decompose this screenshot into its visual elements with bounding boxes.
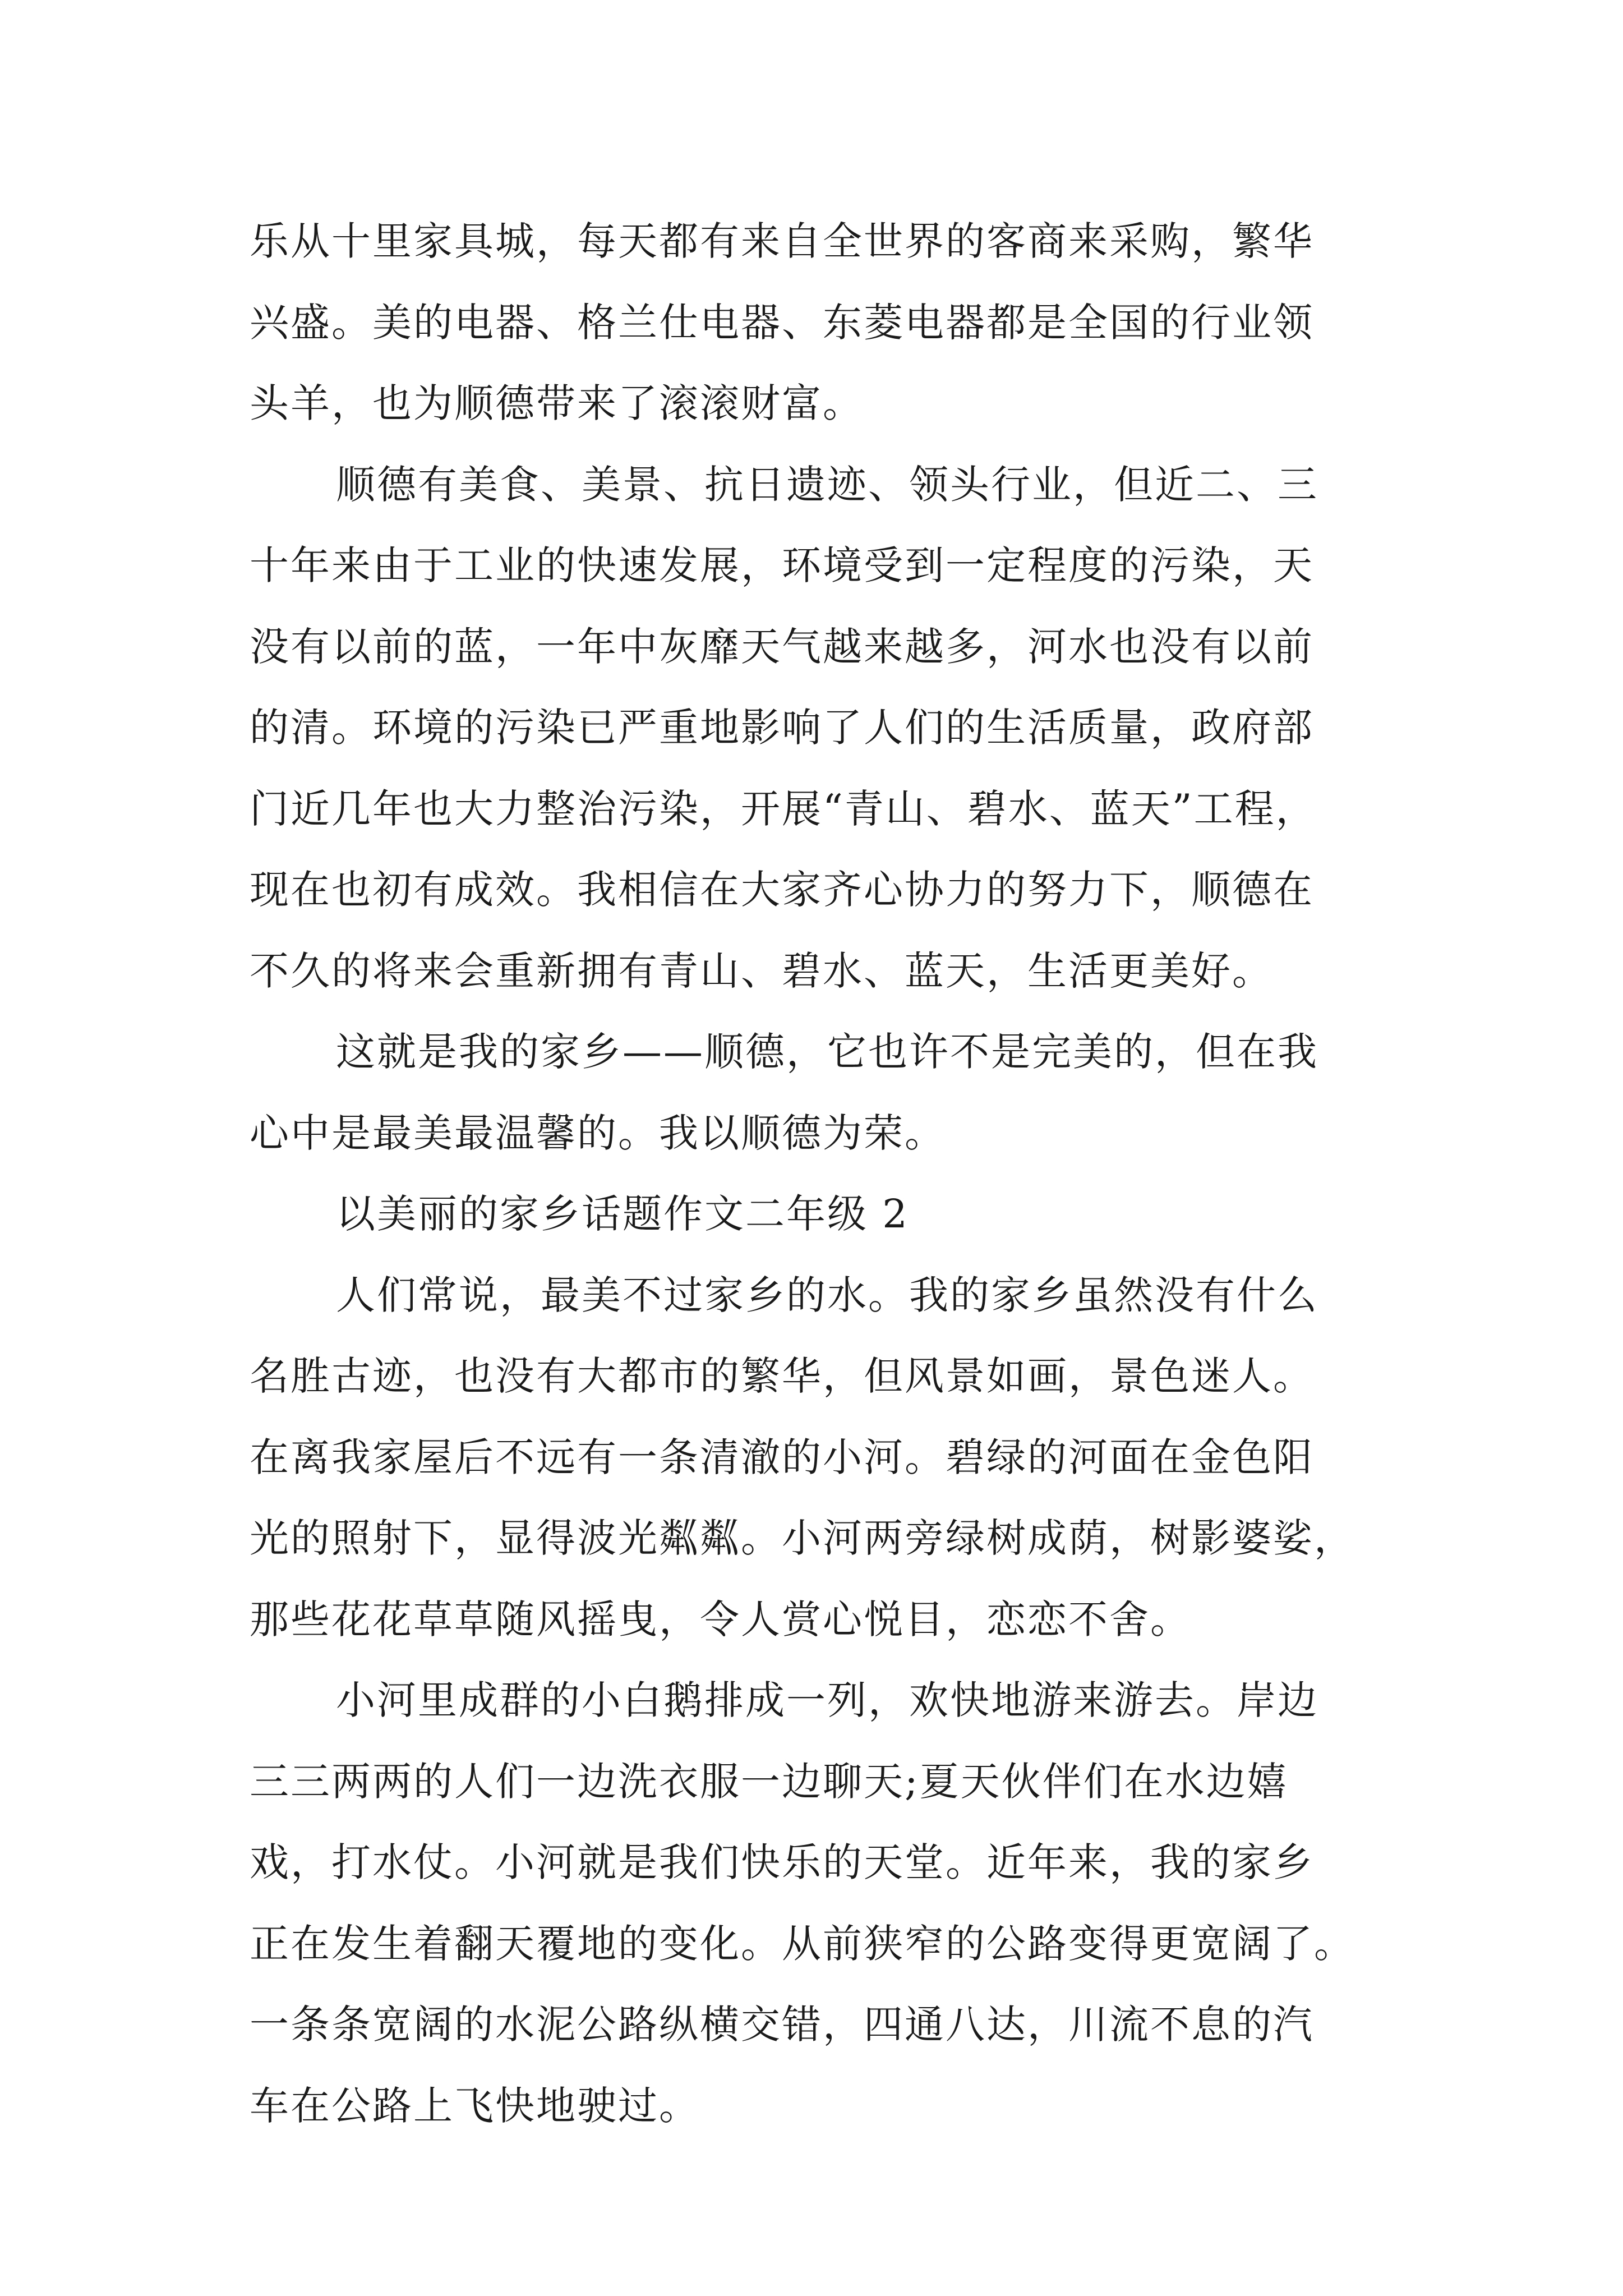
paragraph-line: 光的照射下，显得波光粼粼。小河两旁绿树成荫，树影婆娑， [250,1515,1355,1561]
paragraph-line: 门近几年也大力整治污染，开展“青山、碧水、蓝天”工程， [250,785,1317,832]
paragraph-line: 头羊，也为顺德带来了滚滚财富。 [250,380,864,426]
paragraph-line: 一条条宽阔的水泥公路纵横交错，四通八达，川流不息的汽 [250,2001,1314,2047]
paragraph-line: 现在也初有成效。我相信在大家齐心协力的努力下，顺德在 [250,867,1314,913]
essay-body [250,201,1394,2146]
paragraph-line: 顺德有美食、美景、抗日遗迹、领头行业，但近二、三 [336,461,1318,508]
paragraph-line: 十年来由于工业的快速发展，环境受到一定程度的污染，天 [250,542,1314,588]
paragraph-line: 没有以前的蓝，一年中灰靡天气越来越多，河水也没有以前 [250,623,1314,670]
paragraph-line: 乐从十里家具城，每天都有来自全世界的客商来采购，繁华 [250,218,1314,264]
paragraph-line: 心中是最美最温馨的。我以顺德为荣。 [250,1110,946,1156]
paragraph-line: 车在公路上飞快地驶过。 [250,2082,700,2129]
section-heading: 以美丽的家乡话题作文二年级 2 [336,1191,909,1237]
paragraph-line: 人们常说，最美不过家乡的水。我的家乡虽然没有什么 [336,1272,1318,1318]
paragraph-line: 不久的将来会重新拥有青山、碧水、蓝天，生活更美好。 [250,947,1273,994]
paragraph-line: 名胜古迹，也没有大都市的繁华，但风景如画，景色迷人。 [250,1353,1314,1399]
paragraph-line: 正在发生着翻天覆地的变化。从前狭窄的公路变得更宽阔了。 [250,1920,1355,1967]
paragraph-line: 那些花花草草随风摇曳，令人赏心悦目，恋恋不舍。 [250,1596,1191,1642]
paragraph-line: 戏，打水仗。小河就是我们快乐的天堂。近年来，我的家乡 [250,1839,1314,1885]
paragraph-line: 在离我家屋后不远有一条清澈的小河。碧绿的河面在金色阳 [250,1434,1314,1480]
paragraph-line: 兴盛。美的电器、格兰仕电器、东菱电器都是全国的行业领 [250,299,1314,346]
paragraph-line: 三三两两的人们一边洗衣服一边聊天;夏天伙伴们在水边嬉 [250,1758,1288,1805]
paragraph-line: 小河里成群的小白鹅排成一列，欢快地游来游去。岸边 [336,1677,1318,1723]
paragraph-line: 这就是我的家乡——顺德，它也许不是完美的，但在我 [336,1029,1318,1075]
paragraph-line: 的清。环境的污染已严重地影响了人们的生活质量，政府部 [250,705,1314,751]
